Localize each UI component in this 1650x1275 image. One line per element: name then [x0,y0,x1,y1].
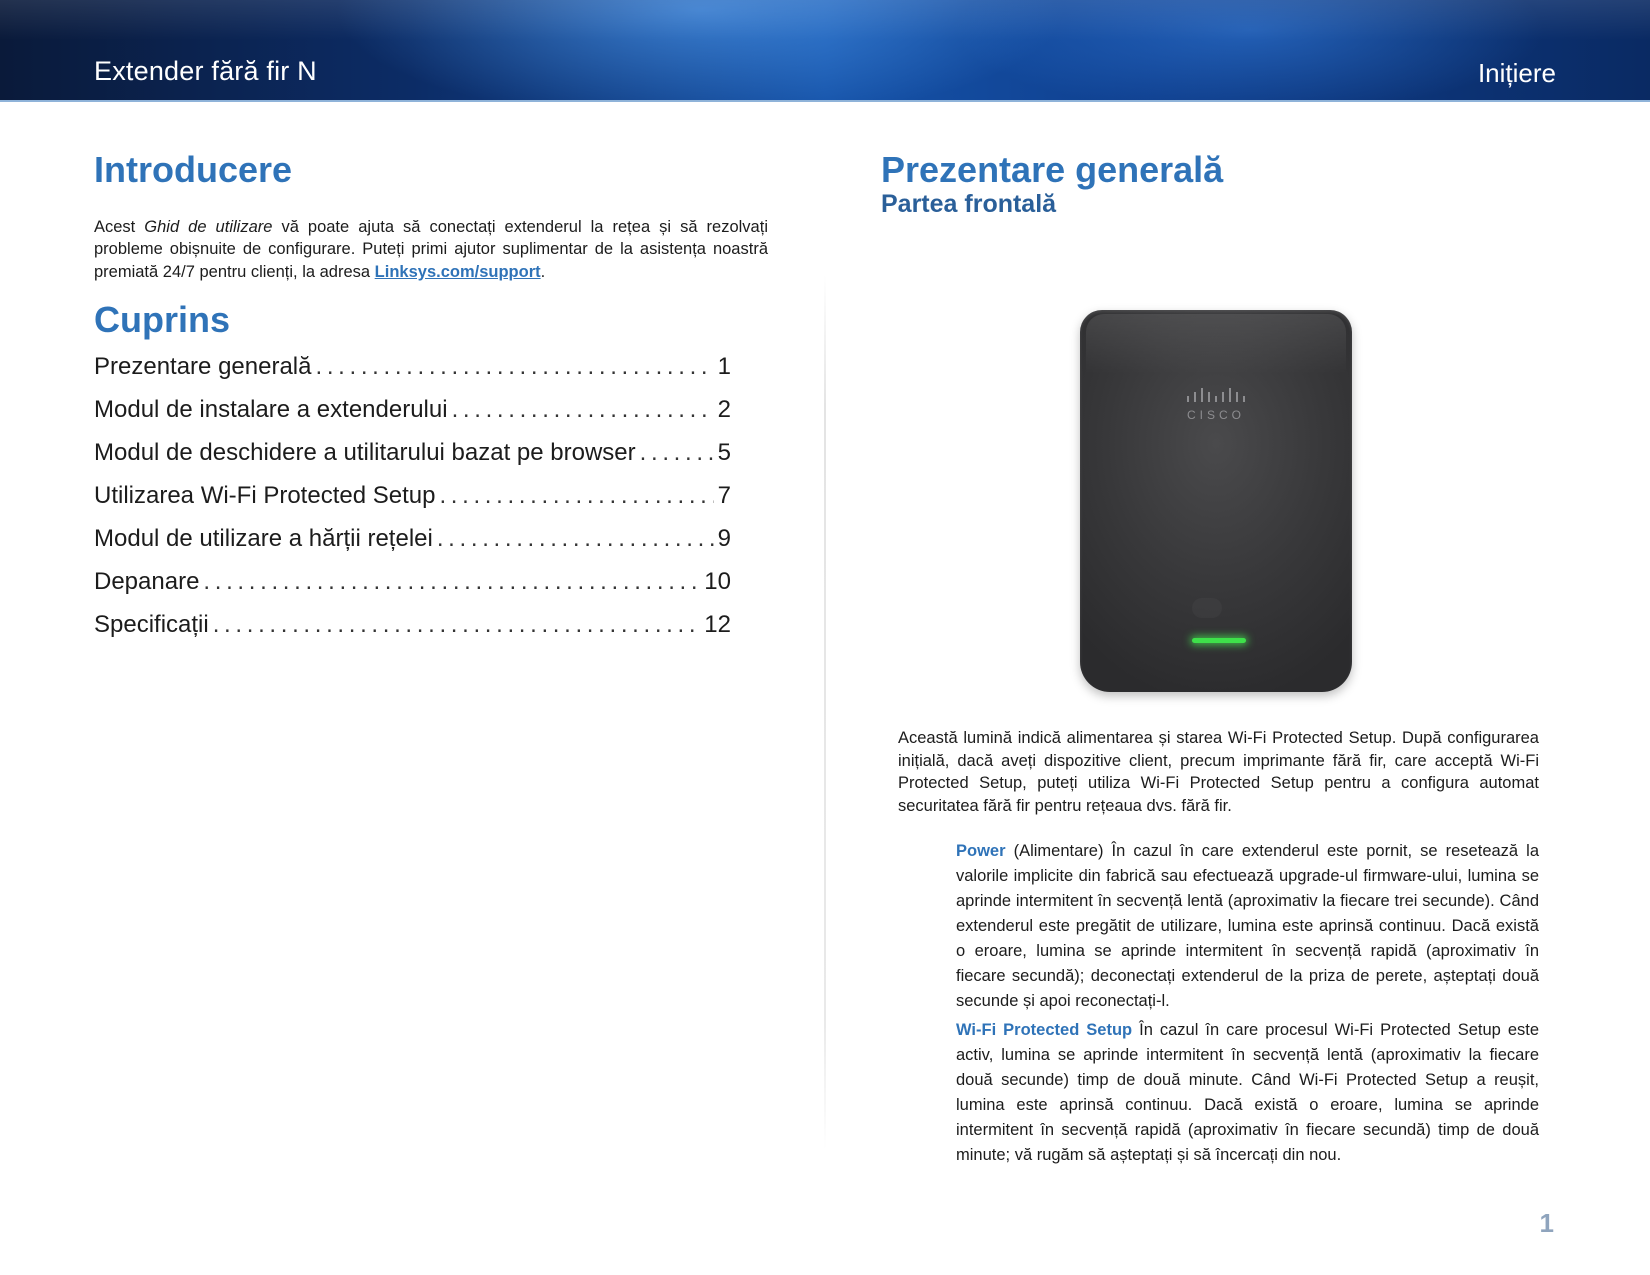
extender-body [1080,310,1352,692]
intro-text-start: Acest [94,217,145,236]
left-column [94,150,768,654]
toc-item-wps[interactable] [94,482,731,525]
toc-item-page: 2 [717,396,731,424]
power-light-description [956,839,1539,1014]
toc-item-page: 7 [717,482,731,510]
toc-item-page: 10 [704,568,731,596]
right-column [881,150,1541,219]
page-header [0,0,1650,102]
led-description: Această lumină indică alimentarea și starea Wi-Fi Protected Setup. După configurarea inițială, dacă aveți dispozitive client, precum imprimante fără fir, care acceptă Wi-Fi Protected Setup, puteți utiliza Wi-Fi Protected Setup pentru a configura automat securitatea fără fir pentru rețeaua dvs. fără fir. [898,729,1539,815]
extender-device-image [1070,300,1370,700]
cisco-logo [1080,388,1352,422]
toc-item-label: Modul de utilizare a hărții rețelei [94,525,433,553]
toc-leader-dots [213,611,701,639]
toc-item-label: Depanare [94,568,200,596]
toc-item-page: 9 [717,525,731,553]
toc-item-label: Utilizarea Wi-Fi Protected Setup [94,482,436,510]
toc-item-network-map[interactable] [94,525,731,568]
toc-item-specifications[interactable] [94,611,731,654]
toc-item-overview[interactable] [94,353,731,396]
overview-heading: Prezentare generală [881,149,1224,190]
toc-item-browser-utility[interactable] [94,439,731,482]
table-of-contents [94,353,731,654]
power-led-icon [1192,638,1246,643]
guide-name: Ghid de utilizare [144,217,273,236]
section-name: Inițiere [1477,58,1556,88]
toc-leader-dots [452,396,714,424]
toc-heading: Cuprins [94,298,231,340]
toc-item-install[interactable] [94,396,731,439]
page-number: 1 [1539,1208,1554,1238]
toc-item-page: 12 [704,611,731,639]
toc-leader-dots [439,482,713,510]
toc-item-troubleshooting[interactable] [94,568,731,611]
toc-item-label: Specificații [94,611,209,639]
power-term-text: (Alimentare) În cazul în care extenderul este pornit, se resetează la valorile implicite din fabrică sau efectuează upgrade-ul firmware-ului, lumina se aprinde intermitent în secvență lentă (aproximativ la fiecare trei secunde). Când extenderul este pregătit de utilizare, lumina este aprinsă continuu. Dacă există o eroare, lumina se aprinde intermitent în secvență rapidă (aproximativ în fiecare secundă); deconectați extenderul de la priza de perete, așteptați două secunde și apoi reconectați-l. [956,842,1539,1010]
wps-term-text: În cazul în care procesul Wi-Fi Protected Setup este activ, lumina se aprinde intermitent în secvență lentă (aproximativ la fiecare două secunde) timp de două minute. Când Wi-Fi Protected Setup a reușit, lumina este aprinsă continuu. Dacă există o eroare, lumina se aprinde intermitent în secvență rapidă (aproximativ în fiecare secundă) timp de două minute; vă rugăm să așteptați și să încercați din nou. [956,1021,1540,1164]
support-link[interactable]: Linksys.com/support [374,262,541,281]
power-term: Power [956,842,1006,860]
intro-text-end: . [540,262,546,281]
wps-icon [1192,598,1222,618]
toc-leader-dots [315,353,713,381]
front-panel-heading: Partea frontală [881,189,1057,218]
wps-light-description [956,1018,1539,1168]
toc-leader-dots [203,568,700,596]
toc-item-label: Modul de deschidere a utilitarului bazat pe browser [94,439,636,467]
intro-paragraph [94,216,768,284]
cisco-bars-icon [1187,388,1245,402]
toc-item-page: 5 [717,439,731,467]
intro-text-middle: vă poate ajuta să conectați extenderul la rețea și să rezolvați probleme obișnuite de configurare. Puteți primi ajutor suplimentar de la asistența noastră premiată 24/7 pentru clienți, la adresa [94,217,768,281]
intro-heading: Introducere [94,149,293,190]
toc-item-label: Modul de instalare a extenderului [94,396,448,424]
cisco-wordmark: CISCO [1186,408,1245,422]
toc-item-label: Prezentare generală [94,353,312,381]
toc-leader-dots [437,525,714,553]
toc-leader-dots [640,439,714,467]
toc-item-page: 1 [717,353,731,381]
document-title: Extender fără fir N [94,56,317,86]
wps-term: Wi-Fi Protected Setup [956,1021,1133,1039]
column-divider [824,275,826,1150]
